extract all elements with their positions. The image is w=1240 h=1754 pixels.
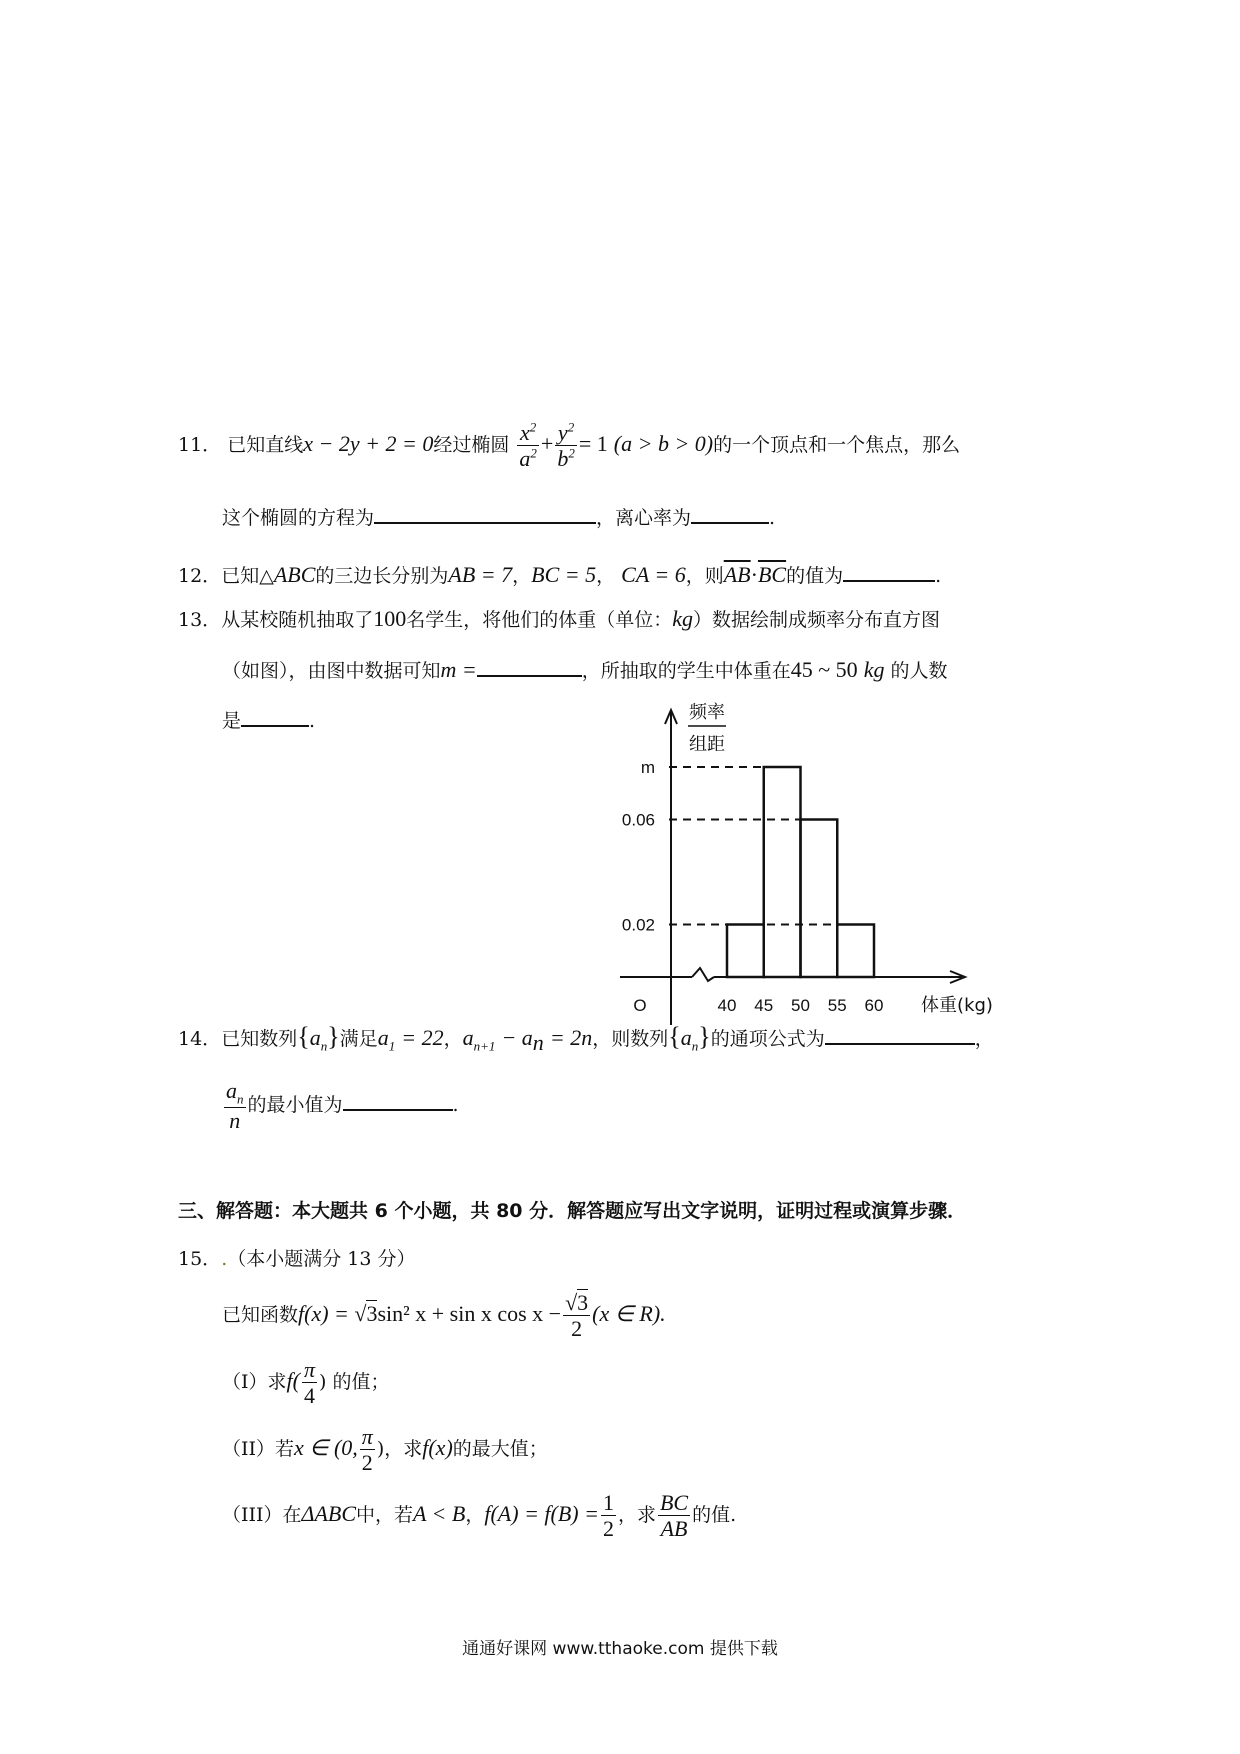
section-heading: 三、解答题：本大题共 6 个小题，共 80 分．解答题应写出文字说明，证明过程或演算步骤． <box>178 1200 967 1222</box>
y-tick-label: 0.06 <box>621 810 655 830</box>
x-axis-label: 体重(kg) <box>921 995 993 1016</box>
x-tick-label: 45 <box>754 996 774 1015</box>
question-number: 11． <box>178 433 222 456</box>
x-tick-label: 50 <box>791 996 810 1015</box>
answer-blank[interactable] <box>825 1023 975 1045</box>
x-tick-label: 60 <box>864 996 884 1015</box>
question-14: 14．已知数列$\{a_n\}$满足$a_1 = 22$，$a_{n+1} - a_n = 2n$，则数列$\{a_n\}$的通项公式为 ， <box>178 1022 994 1055</box>
question-14-line2: $\frac{a_n}{n}$ 的最小值为 . <box>226 1078 459 1134</box>
ellipse-y-fraction: $\frac{y^2}{b^2}$ <box>557 419 575 472</box>
part-2: （II）若x ∈ (0, $\frac{\pi}{2}$ )，求f(x)的最大值； <box>222 1424 548 1476</box>
question-12: 12．已知△ABC的三边长分别为AB = 7，BC = 5， CA = 6，则$\overline{AB}\cdot\overline{BC}$的值为 . <box>178 562 942 587</box>
vector-ab: $\overline{AB}$ <box>723 562 751 587</box>
y-tick-label: m <box>640 758 655 777</box>
question-15: 15．.（本小题满分 13 分） <box>178 1248 416 1270</box>
part-1: （I）求f( $\frac{\pi}{4}$ ) 的值； <box>222 1357 390 1409</box>
y-axis-label-top: 频率 <box>689 702 725 723</box>
x-tick-label: 40 <box>717 996 737 1015</box>
answer-blank[interactable] <box>343 1089 453 1111</box>
histogram-bar <box>801 820 838 978</box>
question-13-line2: （如图），由图中数据可知m = ，所抽取的学生中体重在45 ~ 50 kg 的人数 <box>222 657 948 682</box>
question-11: 11． 已知直线x − 2y + 2 = 0经过椭圆 $\frac{x^2}{a^2}$ + $\frac{y^2}{b^2}$ = 1 (a > b > 0)的一个顶点和一个焦点，那么 <box>178 419 961 472</box>
axis-break-icon <box>692 968 714 981</box>
vector-bc: $\overline{BC}$ <box>757 562 787 587</box>
x-tick-label: 55 <box>827 996 847 1015</box>
ellipse-x-fraction: $\frac{x^2}{a^2}$ <box>519 419 537 472</box>
question-13: 13．从某校随机抽取了100名学生，将他们的体重（单位：kg）数据绘制成频率分布直方图 <box>178 606 940 631</box>
footer: 通通好课网 www.tthaoke.com 提供下载 <box>462 1639 778 1659</box>
function-definition: 已知函数f(x) = √3sin² x + sin x cos x − $\frac{√3}{2}$ (x ∈ R). <box>222 1290 666 1342</box>
y-axis-label-bottom: 组距 <box>689 734 725 755</box>
histogram-bar <box>837 925 874 978</box>
origin-label: O <box>633 996 647 1015</box>
question-11-line2: 这个椭圆的方程为 ，离心率为 . <box>222 502 775 530</box>
histogram-bar <box>764 767 801 977</box>
question-13-line3: 是 . <box>222 705 315 733</box>
part-3: （III）在ΔABC中，若A < B，f(A) = f(B) = $\frac{1}{2}$ ，求 $\frac{BC}{AB}$ 的值. <box>222 1490 737 1542</box>
line-equation: x − 2y + 2 = 0 <box>303 430 434 456</box>
y-tick-label: 0.02 <box>621 915 655 935</box>
histogram-bar <box>727 925 764 978</box>
an-over-n-fraction: $\frac{a_n}{n}$ <box>226 1078 244 1134</box>
